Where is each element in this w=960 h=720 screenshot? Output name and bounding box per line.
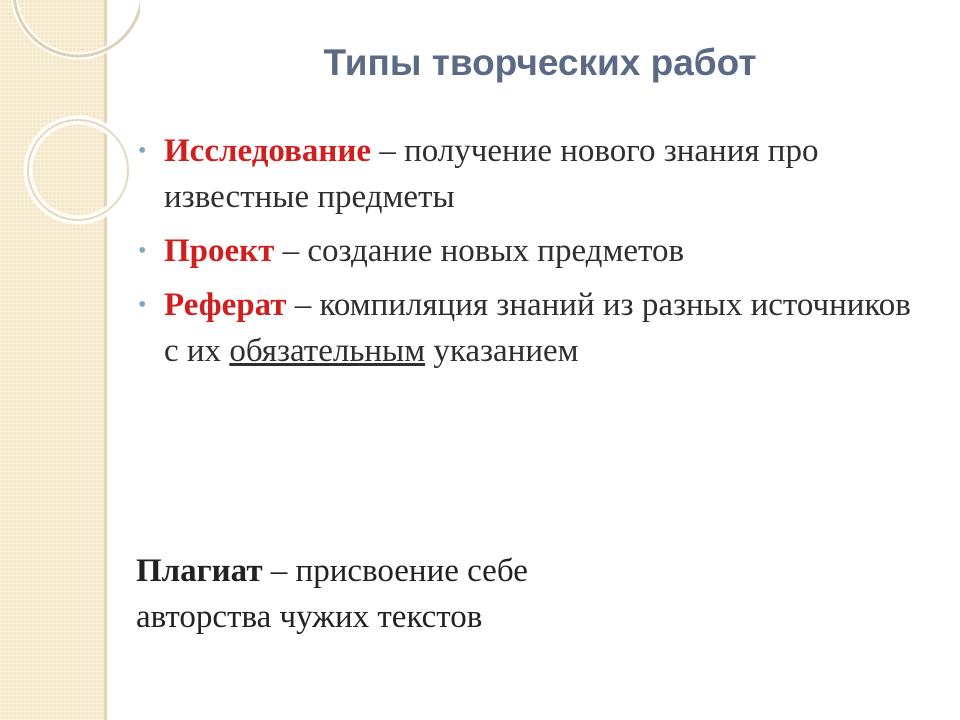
bullet-text-end: указанием <box>425 333 579 369</box>
bullet-list <box>136 128 916 382</box>
underlined-word: обязательным <box>229 333 426 369</box>
bullet-text: – получение нового знания про известные предметы <box>164 133 819 215</box>
slide-title: Типы творческих работ <box>323 42 757 83</box>
plagiarism-definition <box>136 548 556 640</box>
list-item <box>136 282 916 374</box>
list-item <box>136 228 916 274</box>
bullet-text: – создание новых предметов <box>274 233 685 269</box>
bullet-term: Реферат <box>164 287 287 323</box>
bullet-icon: • <box>138 292 147 318</box>
bullet-icon: • <box>138 138 147 164</box>
list-item <box>136 128 916 220</box>
bullet-term: Исследование <box>164 133 372 169</box>
bullet-text: – компиляция знаний из разных источников с их <box>164 287 911 369</box>
bullet-icon: • <box>138 238 147 264</box>
bullet-term: Проект <box>164 233 275 269</box>
plagiarism-text: – присвоение себе авторства чужих текстов <box>136 553 528 635</box>
plagiarism-term: Плагиат <box>136 553 263 589</box>
decorative-circles-icon <box>0 0 140 260</box>
